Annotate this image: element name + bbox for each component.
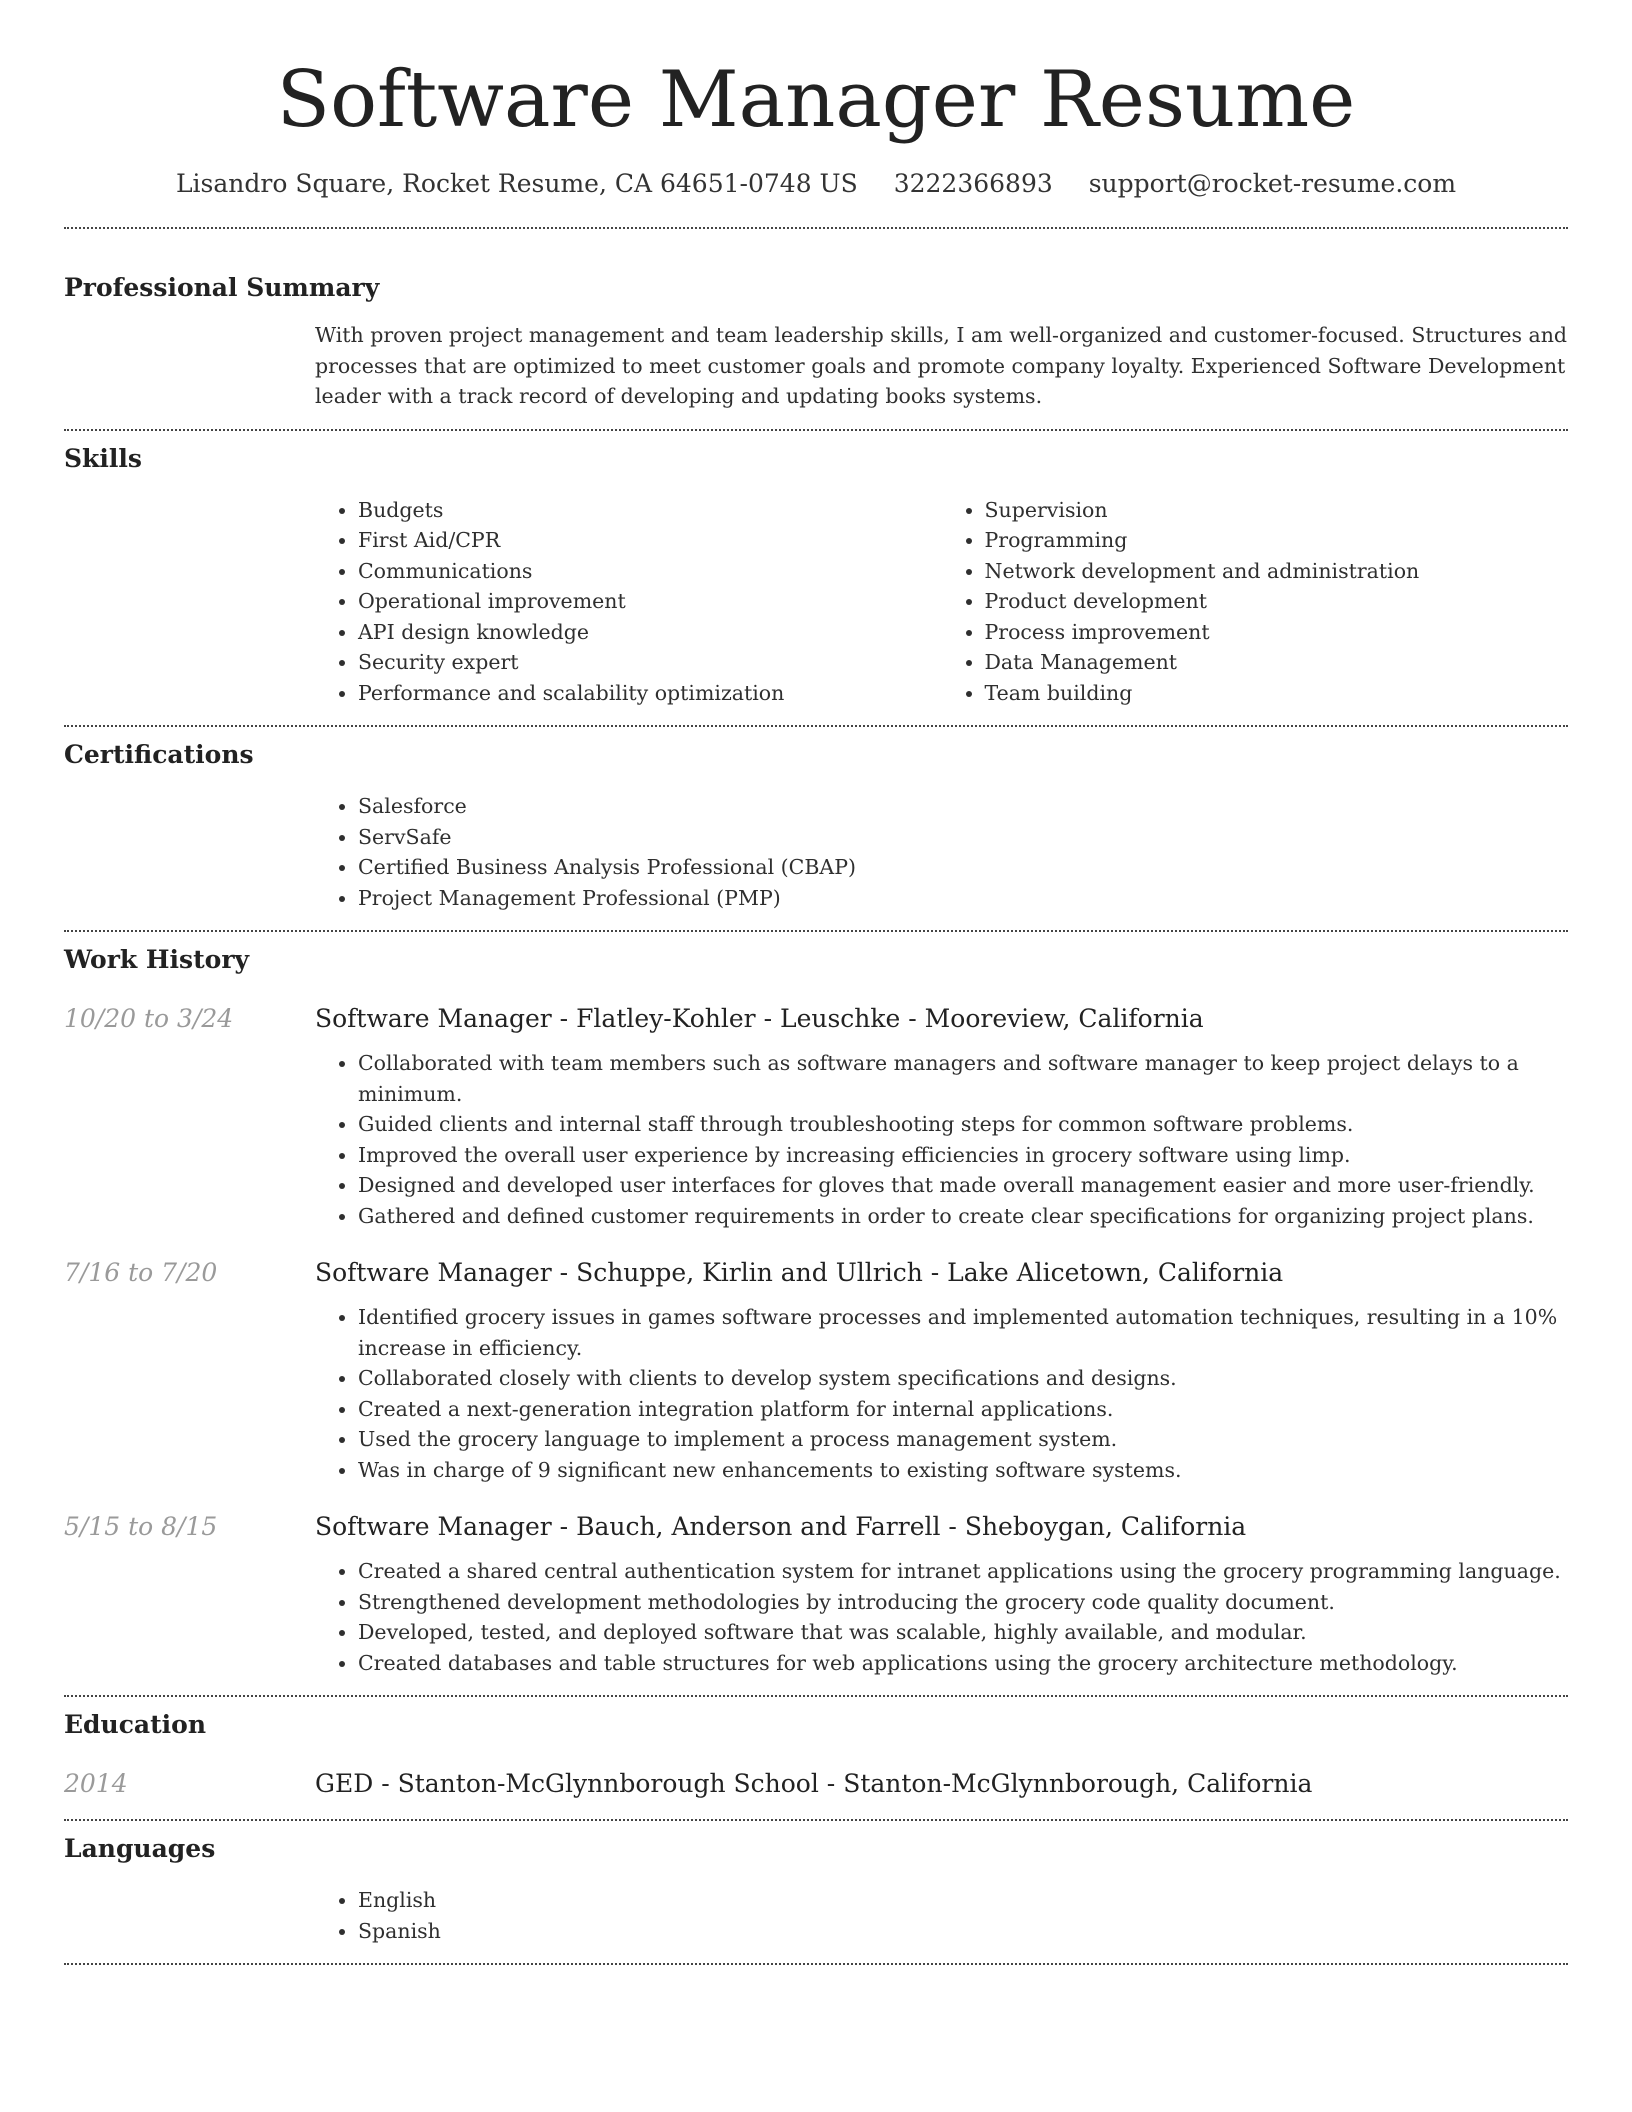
list-item: • Identified grocery issues in games software processes and implemented automation techniques, resulting in a 10% increase in efficiency. — [358, 1302, 1568, 1363]
section-divider — [64, 725, 1568, 727]
list-item: • Gathered and defined customer requirements in order to create clear specifications for organizing project plans. — [358, 1201, 1568, 1232]
skills-list-right — [942, 495, 1569, 709]
list-item: • Team building — [985, 678, 1569, 709]
job-bullets — [315, 1048, 1568, 1231]
languages-list — [315, 1885, 1568, 1946]
job-dates: 5/15 to 8/15 — [64, 1511, 218, 1541]
skills-section — [64, 440, 1568, 709]
list-item: • Communications — [358, 556, 942, 587]
languages-content — [315, 1885, 1568, 1946]
section-divider — [64, 227, 1568, 229]
list-item: • Data Management — [985, 647, 1569, 678]
list-item: • Guided clients and internal staff through troubleshooting steps for common software problems. — [358, 1109, 1568, 1140]
list-item: • Collaborated with team members such as software managers and software manager to keep project delays to a minimum. — [358, 1048, 1568, 1109]
list-item: • Created a next-generation integration platform for internal applications. — [358, 1394, 1568, 1425]
contact-email: support@rocket-resume.com — [1088, 169, 1457, 198]
section-heading-certifications: Certifications — [64, 740, 254, 769]
skills-content — [315, 495, 1568, 709]
list-item: • Certified Business Analysis Professional (CBAP) — [358, 852, 1568, 883]
section-heading-summary: Professional Summary — [64, 273, 380, 302]
summary-content — [315, 320, 1568, 412]
job-entry — [64, 1253, 1568, 1485]
list-item: • Process improvement — [985, 617, 1569, 648]
list-item: • ServSafe — [358, 822, 1568, 853]
job-entry — [64, 999, 1568, 1231]
list-item: • Spanish — [358, 1916, 1568, 1947]
section-divider — [64, 930, 1568, 932]
list-item: • API design knowledge — [358, 617, 942, 648]
list-item: • Budgets — [358, 495, 942, 526]
professional-summary-section — [64, 269, 1568, 412]
job-header — [64, 1253, 1568, 1291]
list-item: • Created a shared central authentication system for intranet applications using the grocery programming language. — [358, 1556, 1568, 1587]
resume-page — [64, 0, 1568, 1965]
job-title: Software Manager - Bauch, Anderson and Farrell - Sheboygan, California — [315, 1511, 1247, 1541]
list-item: • First Aid/CPR — [358, 525, 942, 556]
list-item: • Product development — [985, 586, 1569, 617]
list-item: • Project Management Professional (PMP) — [358, 883, 1568, 914]
list-item: • English — [358, 1885, 1568, 1916]
contact-phone: 3222366893 — [893, 169, 1053, 198]
page-title: Software Manager Resume — [276, 55, 1356, 145]
list-item: • Created databases and table structures for web applications using the grocery architecture methodology. — [358, 1648, 1568, 1679]
list-item: • Supervision — [985, 495, 1569, 526]
list-item: • Network development and administration — [985, 556, 1569, 587]
contact-line — [64, 164, 1568, 204]
section-divider — [64, 1963, 1568, 1965]
list-item: • Security expert — [358, 647, 942, 678]
list-item: • Developed, tested, and deployed software that was scalable, highly available, and modular. — [358, 1617, 1568, 1648]
job-dates: 10/20 to 3/24 — [64, 1003, 234, 1033]
summary-text: With proven project management and team leadership skills, I am well-organized and customer-focused. Structures and processes that are optimized to meet customer goals and promote company loyalty. Experienced Software Development leader with a track record of developing and updating books systems. — [315, 323, 1568, 408]
certifications-section — [64, 736, 1568, 913]
list-item: • Salesforce — [358, 791, 1568, 822]
list-item: • Programming — [985, 525, 1569, 556]
job-header — [64, 1507, 1568, 1545]
job-dates: 7/16 to 7/20 — [64, 1257, 218, 1287]
section-divider — [64, 1695, 1568, 1697]
certifications-content — [315, 791, 1568, 913]
education-title: GED - Stanton-McGlynnborough School - Stanton-McGlynnborough, California — [315, 1768, 1313, 1798]
section-divider — [64, 1819, 1568, 1821]
job-header — [64, 999, 1568, 1037]
job-entry — [64, 1507, 1568, 1678]
list-item: • Strengthened development methodologies by introducing the grocery code quality document. — [358, 1587, 1568, 1618]
job-bullets — [315, 1302, 1568, 1485]
list-item: • Was in charge of 9 significant new enhancements to existing software systems. — [358, 1455, 1568, 1486]
list-item: • Used the grocery language to implement a process management system. — [358, 1424, 1568, 1455]
section-heading-education: Education — [64, 1710, 207, 1739]
education-section — [64, 1706, 1568, 1802]
education-year: 2014 — [64, 1768, 128, 1798]
section-heading-work-history: Work History — [64, 945, 250, 974]
job-title: Software Manager - Schuppe, Kirlin and Ullrich - Lake Alicetown, California — [315, 1257, 1284, 1287]
list-item: • Collaborated closely with clients to develop system specifications and designs. — [358, 1363, 1568, 1394]
contact-address: Lisandro Square, Rocket Resume, CA 64651-0748 US — [175, 169, 858, 198]
languages-section — [64, 1830, 1568, 1946]
job-title: Software Manager - Flatley-Kohler - Leuschke - Mooreview, California — [315, 1003, 1204, 1033]
certifications-list — [315, 791, 1568, 913]
education-entry — [64, 1764, 1568, 1802]
section-heading-languages: Languages — [64, 1834, 216, 1863]
list-item: • Designed and developed user interfaces for gloves that made overall management easier and more user-friendly. — [358, 1170, 1568, 1201]
skills-list-left — [315, 495, 942, 709]
list-item: • Operational improvement — [358, 586, 942, 617]
list-item: • Performance and scalability optimization — [358, 678, 942, 709]
section-divider — [64, 429, 1568, 431]
job-bullets — [315, 1556, 1568, 1678]
section-heading-skills: Skills — [64, 443, 142, 473]
work-history-section — [64, 941, 1568, 1678]
list-item: • Improved the overall user experience by increasing efficiencies in grocery software using limp. — [358, 1140, 1568, 1171]
